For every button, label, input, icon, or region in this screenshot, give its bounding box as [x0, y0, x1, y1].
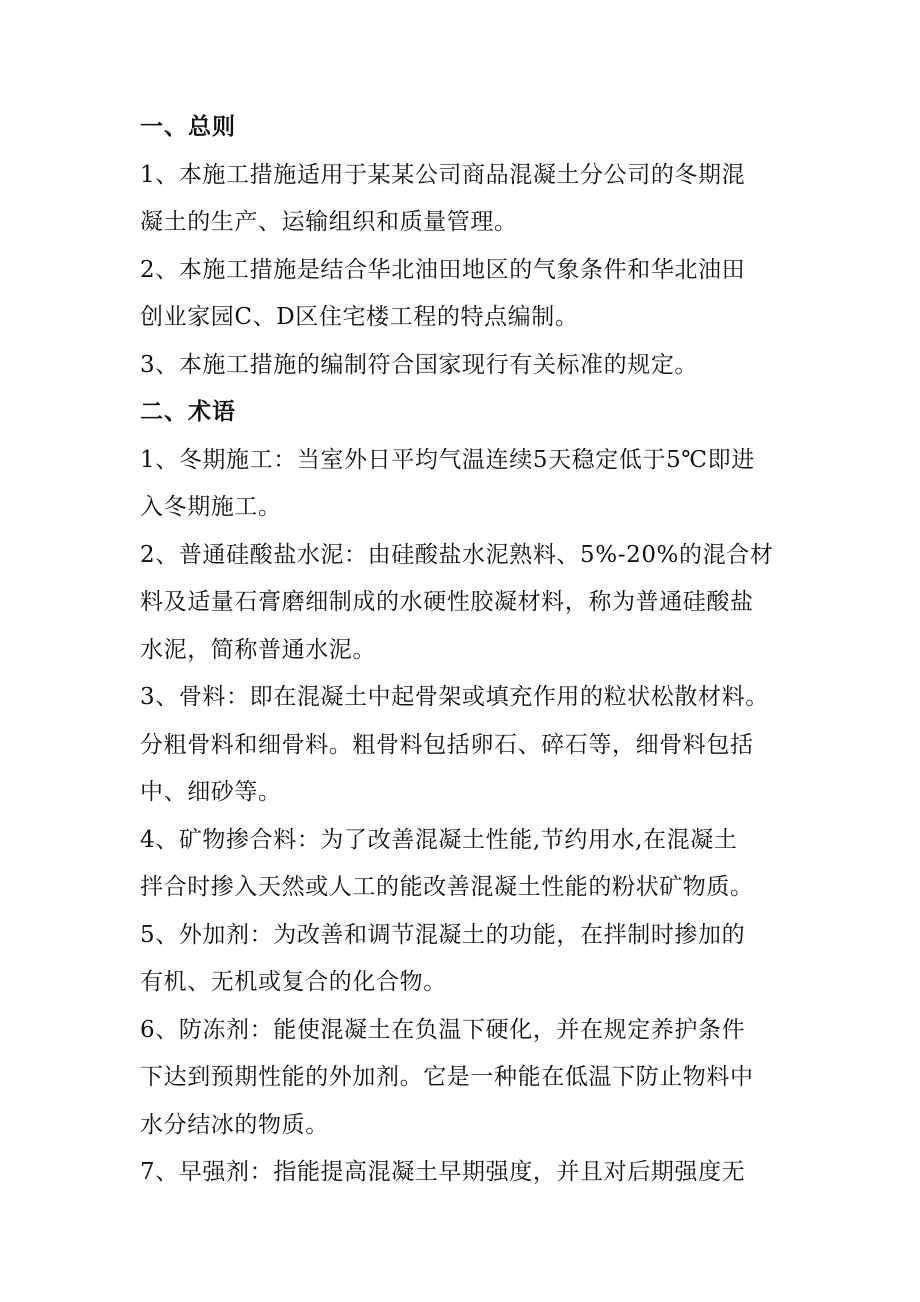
paragraph — [140, 912, 780, 1007]
paragraph — [140, 674, 780, 817]
paragraph-line: 2、本施工措施是结合华北油田地区的气象条件和华北油田 — [140, 256, 746, 283]
paragraph-line: 6、防冻剂：能使混凝土在负温下硬化，并在规定养护条件 — [140, 1016, 746, 1043]
paragraph — [140, 342, 780, 390]
section-heading: 一、总则 — [140, 114, 236, 140]
document-page — [140, 104, 780, 1197]
paragraph-line: 水分结冰的物质。 — [140, 1111, 329, 1138]
paragraph — [140, 247, 780, 342]
section-heading: 二、术语 — [140, 399, 236, 425]
paragraph-line: 5、外加剂：为改善和调节混凝土的功能，在拌制时掺加的 — [140, 921, 746, 948]
paragraph — [140, 1007, 780, 1150]
paragraph — [140, 152, 780, 247]
paragraph-line: 下达到预期性能的外加剂。它是一种能在低温下防止物料中 — [140, 1064, 754, 1090]
paragraph-line: 分粗骨料和细骨料。粗骨料包括卵石、碎石等，细骨料包括 — [140, 731, 754, 758]
paragraph-line: 有机、无机或复合的化合物。 — [140, 969, 447, 995]
paragraph-line: 4、矿物掺合料：为了改善混凝土性能,节约用水,在混凝土 — [140, 826, 738, 853]
paragraph-line: 1、冬期施工：当室外日平均气温连续5天稳定低于5℃即进 — [140, 446, 755, 473]
paragraph — [140, 532, 780, 675]
paragraph-line: 3、本施工措施的编制符合国家现行有关标准的规定。 — [140, 351, 699, 378]
paragraph-line: 料及适量石膏磨细制成的水硬性胶凝材料，称为普通硅酸盐 — [140, 589, 754, 615]
paragraph-line: 水泥，简称普通水泥。 — [140, 636, 376, 663]
paragraph-line: 入冬期施工。 — [140, 494, 282, 520]
paragraph-line: 2、普通硅酸盐水泥：由硅酸盐水泥熟料、5%-20%的混合材 — [140, 541, 774, 568]
paragraph-line: 1、本施工措施适用于某某公司商品混凝土分公司的冬期混 — [140, 161, 746, 188]
section-general — [140, 104, 780, 389]
paragraph-line: 凝土的生产、运输组织和质量管理。 — [140, 209, 518, 235]
paragraph-line: 中、细砂等。 — [140, 779, 282, 805]
paragraph-line: 创业家园C、D区住宅楼工程的特点编制。 — [140, 304, 579, 330]
paragraph — [140, 1149, 780, 1197]
paragraph-line: 3、骨料：即在混凝土中起骨架或填充作用的粒状松散材料。 — [140, 684, 769, 710]
paragraph — [140, 437, 780, 532]
paragraph-line: 拌合时掺入天然或人工的能改善混凝土性能的粉状矿物质。 — [140, 874, 754, 900]
paragraph-line: 7、早强剂：指能提高混凝土早期强度，并且对后期强度无 — [140, 1159, 746, 1185]
paragraph — [140, 817, 780, 912]
section-terms — [140, 389, 780, 1197]
